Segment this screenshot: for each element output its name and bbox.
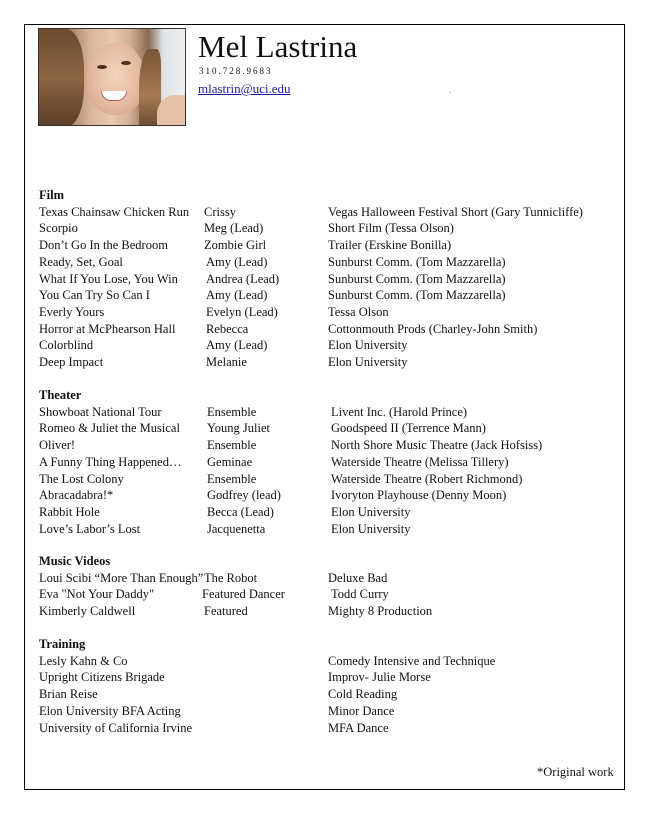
credit-production: Lesly Kahn & Co [39,653,128,668]
section-title-film: Film [39,188,64,202]
credit-company: Ivoryton Playhouse (Denny Moon) [331,488,507,503]
credit-production: Don’t Go In the Bedroom [39,238,168,253]
credit-company: Minor Dance [328,703,395,718]
credit-production: Abracadabra!* [39,488,114,503]
credit-production: Showboat National Tour [39,404,162,419]
credit-company: Trailer (Erskine Bonilla) [328,238,452,253]
stray-dot [450,92,451,93]
credit-company: Improv- Julie Morse [328,670,431,685]
credit-production: Deep Impact [39,355,104,369]
credit-company: Waterside Theatre (Robert Richmond) [331,471,523,486]
credit-company: Deluxe Bad [328,570,388,585]
photo-shoulder [157,95,186,126]
credit-role: Becca (Lead) [207,504,274,519]
credit-company: North Shore Music Theatre (Jack Hofsiss) [331,438,543,453]
credit-company: Livent Inc. (Harold Prince) [331,404,468,419]
credit-company: Tessa Olson [328,304,389,319]
credit-role: Evelyn (Lead) [206,304,278,319]
credit-production: Elon University BFA Acting [39,703,181,718]
credit-production: Scorpio [39,221,78,236]
credit-role: Featured [204,604,248,619]
section-title-theater: Theater [39,388,82,402]
credit-company: Waterside Theatre (Melissa Tillery) [331,454,509,469]
credit-company: Elon University [328,355,408,369]
credit-production: Love’s Labor’s Lost [39,521,141,536]
credit-role: Andrea (Lead) [206,271,280,286]
credit-role: Jacquenetta [207,521,266,536]
credit-production: A Funny Thing Happened… [39,454,182,469]
credit-production: You Can Try So Can I [39,288,150,303]
credit-company: Goodspeed II (Terrence Mann) [331,421,486,436]
credit-role: The Robot [204,570,258,585]
credit-production: Kimberly Caldwell [39,604,136,619]
credit-role: Amy (Lead) [206,338,268,353]
credit-company: Mighty 8 Production [328,604,433,619]
credit-role: Melanie [206,355,247,369]
credit-production: Colorblind [39,338,94,353]
credit-role: Featured Dancer [202,587,285,602]
photo-hair-left [39,29,84,126]
photo-face [87,43,145,115]
credit-role: Meg (Lead) [204,221,264,236]
credit-production: What If You Lose, You Win [39,271,178,286]
photo-eye-left [97,65,107,69]
credit-role: Ensemble [207,471,257,486]
credit-production: Everly Yours [39,304,105,319]
credit-production: Ready, Set, Goal [39,254,123,269]
credit-company: Comedy Intensive and Technique [328,653,496,668]
credit-production: Rabbit Hole [39,504,100,519]
credit-role: Amy (Lead) [206,288,268,303]
credit-production: The Lost Colony [39,471,124,486]
actor-name: Mel Lastrina [198,29,358,64]
credit-company: Todd Curry [331,587,389,602]
credit-role: Crissy [204,204,236,219]
photo-eye-right [121,61,131,65]
credit-role: Zombie Girl [204,238,267,253]
section-title-music-videos: Music Videos [39,554,111,568]
credit-production: Loui Scibi “More Than Enough” [39,570,204,585]
credit-company: Sunburst Comm. (Tom Mazzarella) [328,271,506,286]
credit-company: Cottonmouth Prods (Charley-John Smith) [328,321,538,336]
credit-company: Elon University [331,504,411,519]
credit-company: Elon University [328,338,408,353]
credit-company: Sunburst Comm. (Tom Mazzarella) [328,288,506,303]
credit-role: Young Juliet [207,421,270,436]
credit-production: Texas Chainsaw Chicken Run [39,204,190,219]
phone-number: 310.728.9683 [199,66,273,76]
credit-role: Ensemble [207,438,257,453]
credit-production: Brian Reise [39,687,98,702]
credit-company: Vegas Halloween Festival Short (Gary Tunnicliffe) [328,204,583,219]
credit-production: Upright Citizens Brigade [39,670,165,685]
credit-role: Godfrey (lead) [207,488,281,503]
credit-production: University of California Irvine [39,720,193,735]
section-title-training: Training [39,637,86,651]
credit-role: Ensemble [207,404,257,419]
credit-company: Short Film (Tessa Olson) [328,221,454,236]
credit-company: Cold Reading [328,687,398,702]
credit-company: Elon University [331,521,411,536]
footnote: *Original work [537,765,614,779]
credit-production: Eva "Not Your Daddy" [39,587,155,602]
credit-production: Horror at McPhearson Hall [39,321,176,336]
credit-production: Oliver! [39,438,76,453]
email-link[interactable]: mlastrin@uci.edu [198,81,291,96]
credit-company: Sunburst Comm. (Tom Mazzarella) [328,254,506,269]
headshot-photo [38,28,186,126]
credit-role: Amy (Lead) [206,254,268,269]
credit-role: Geminae [207,454,253,469]
credit-role: Rebecca [206,321,249,336]
credit-company: MFA Dance [328,720,389,735]
credit-production: Romeo & Juliet the Musical [39,421,180,436]
